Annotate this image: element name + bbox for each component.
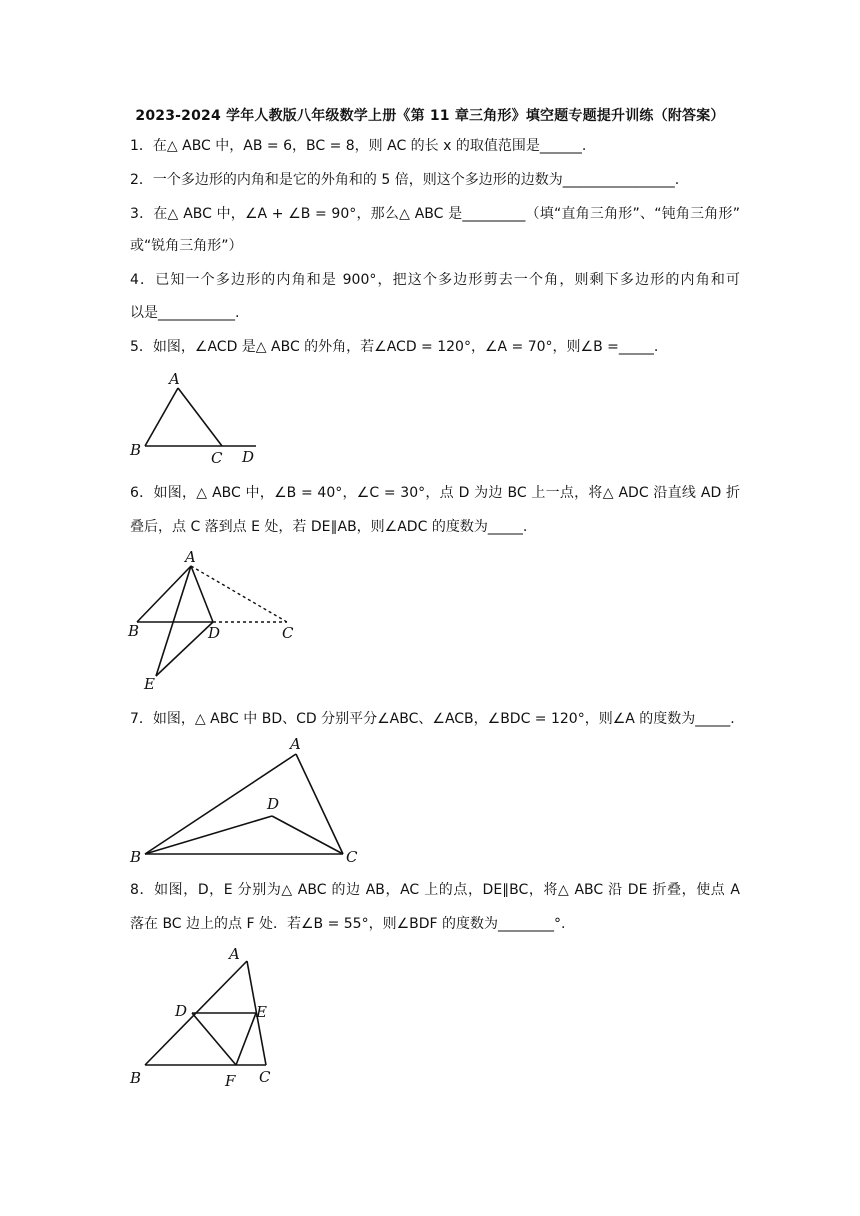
segment-ef — [236, 1013, 256, 1065]
point-b-label: B — [130, 441, 142, 459]
point-c-label: C — [259, 1068, 271, 1086]
segment-ac — [296, 754, 343, 854]
point-c-label: C — [282, 624, 294, 642]
question-4-line-2: 以是___________. — [130, 305, 240, 321]
question-4-line-1: 4．已知一个多边形的内角和是 900°，把这个多边形剪去一个角，则剩下多边形的内角和可 — [130, 272, 740, 288]
segment-ac — [178, 388, 222, 446]
question-3-line-2: 或“锐角三角形”） — [130, 238, 243, 254]
question-7-line-1: 7．如图，△ ABC 中 BD、CD 分别平分∠ABC、∠ACB，∠BDC = 120°，则∠A 的度数为_____. — [130, 711, 735, 727]
point-b-label: B — [130, 848, 142, 866]
segment-ab — [145, 388, 178, 446]
point-a-label: A — [185, 548, 196, 566]
page-title: 2023-2024 学年人教版八年级数学上册《第 11 章三角形》填空题专题提升训练（附答案） — [135, 108, 725, 124]
question-5-line-1: 5．如图，∠ACD 是△ ABC 的外角，若∠ACD = 120°，∠A = 70°，则∠B =_____. — [130, 339, 659, 355]
question-8-line-2: 落在 BC 边上的点 F 处．若∠B = 55°，则∠BDF 的度数为________°. — [130, 916, 566, 932]
point-b-label: B — [128, 622, 140, 640]
figure-q8 — [125, 940, 295, 1090]
question-6-line-2: 叠后，点 C 落到点 E 处，若 DE∥AB，则∠ADC 的度数为_____. — [130, 519, 528, 535]
figure-q8-diagram — [125, 940, 295, 1090]
figure-q6 — [125, 548, 305, 693]
point-d-label: D — [242, 448, 255, 466]
point-e-label: E — [144, 675, 155, 693]
figure-q5-diagram — [125, 366, 265, 466]
segment-ac-dashed — [191, 566, 287, 622]
point-c-label: C — [346, 848, 358, 866]
figure-q7-diagram — [125, 734, 370, 869]
segment-df — [192, 1013, 236, 1065]
point-b-label: B — [130, 1069, 142, 1087]
figure-q6-diagram — [125, 548, 305, 693]
point-a-label: A — [229, 945, 240, 963]
point-a-label: A — [169, 370, 180, 388]
question-6-line-1: 6．如图，△ ABC 中，∠B = 40°，∠C = 30°，点 D 为边 BC 上一点，将△ ADC 沿直线 AD 折 — [130, 485, 740, 501]
point-e-label: E — [256, 1003, 267, 1021]
segment-bd — [145, 816, 272, 854]
segment-ad — [191, 566, 213, 622]
question-8-line-1: 8．如图，D，E 分别为△ ABC 的边 AB，AC 上的点，DE∥BC，将△ ABC 沿 DE 折叠，使点 A — [130, 882, 740, 898]
point-d-label: D — [175, 1002, 188, 1020]
segment-dc — [272, 816, 343, 854]
point-d-label: D — [208, 624, 221, 642]
point-d-label: D — [267, 795, 280, 813]
question-1-line-1: 1．在△ ABC 中，AB = 6，BC = 8，则 AC 的长 x 的取值范围是______. — [130, 138, 587, 154]
question-3-line-1: 3．在△ ABC 中，∠A + ∠B = 90°，那么△ ABC 是_________（填“直角三角形”、“钝角三角形” — [130, 206, 740, 222]
figure-q7 — [125, 734, 370, 869]
question-2-line-1: 2．一个多边形的内角和是它的外角和的 5 倍，则这个多边形的边数为________________. — [130, 172, 680, 188]
point-f-label: F — [225, 1072, 236, 1090]
figure-q5 — [125, 366, 265, 466]
point-c-label: C — [211, 449, 223, 467]
point-a-label: A — [290, 735, 301, 753]
